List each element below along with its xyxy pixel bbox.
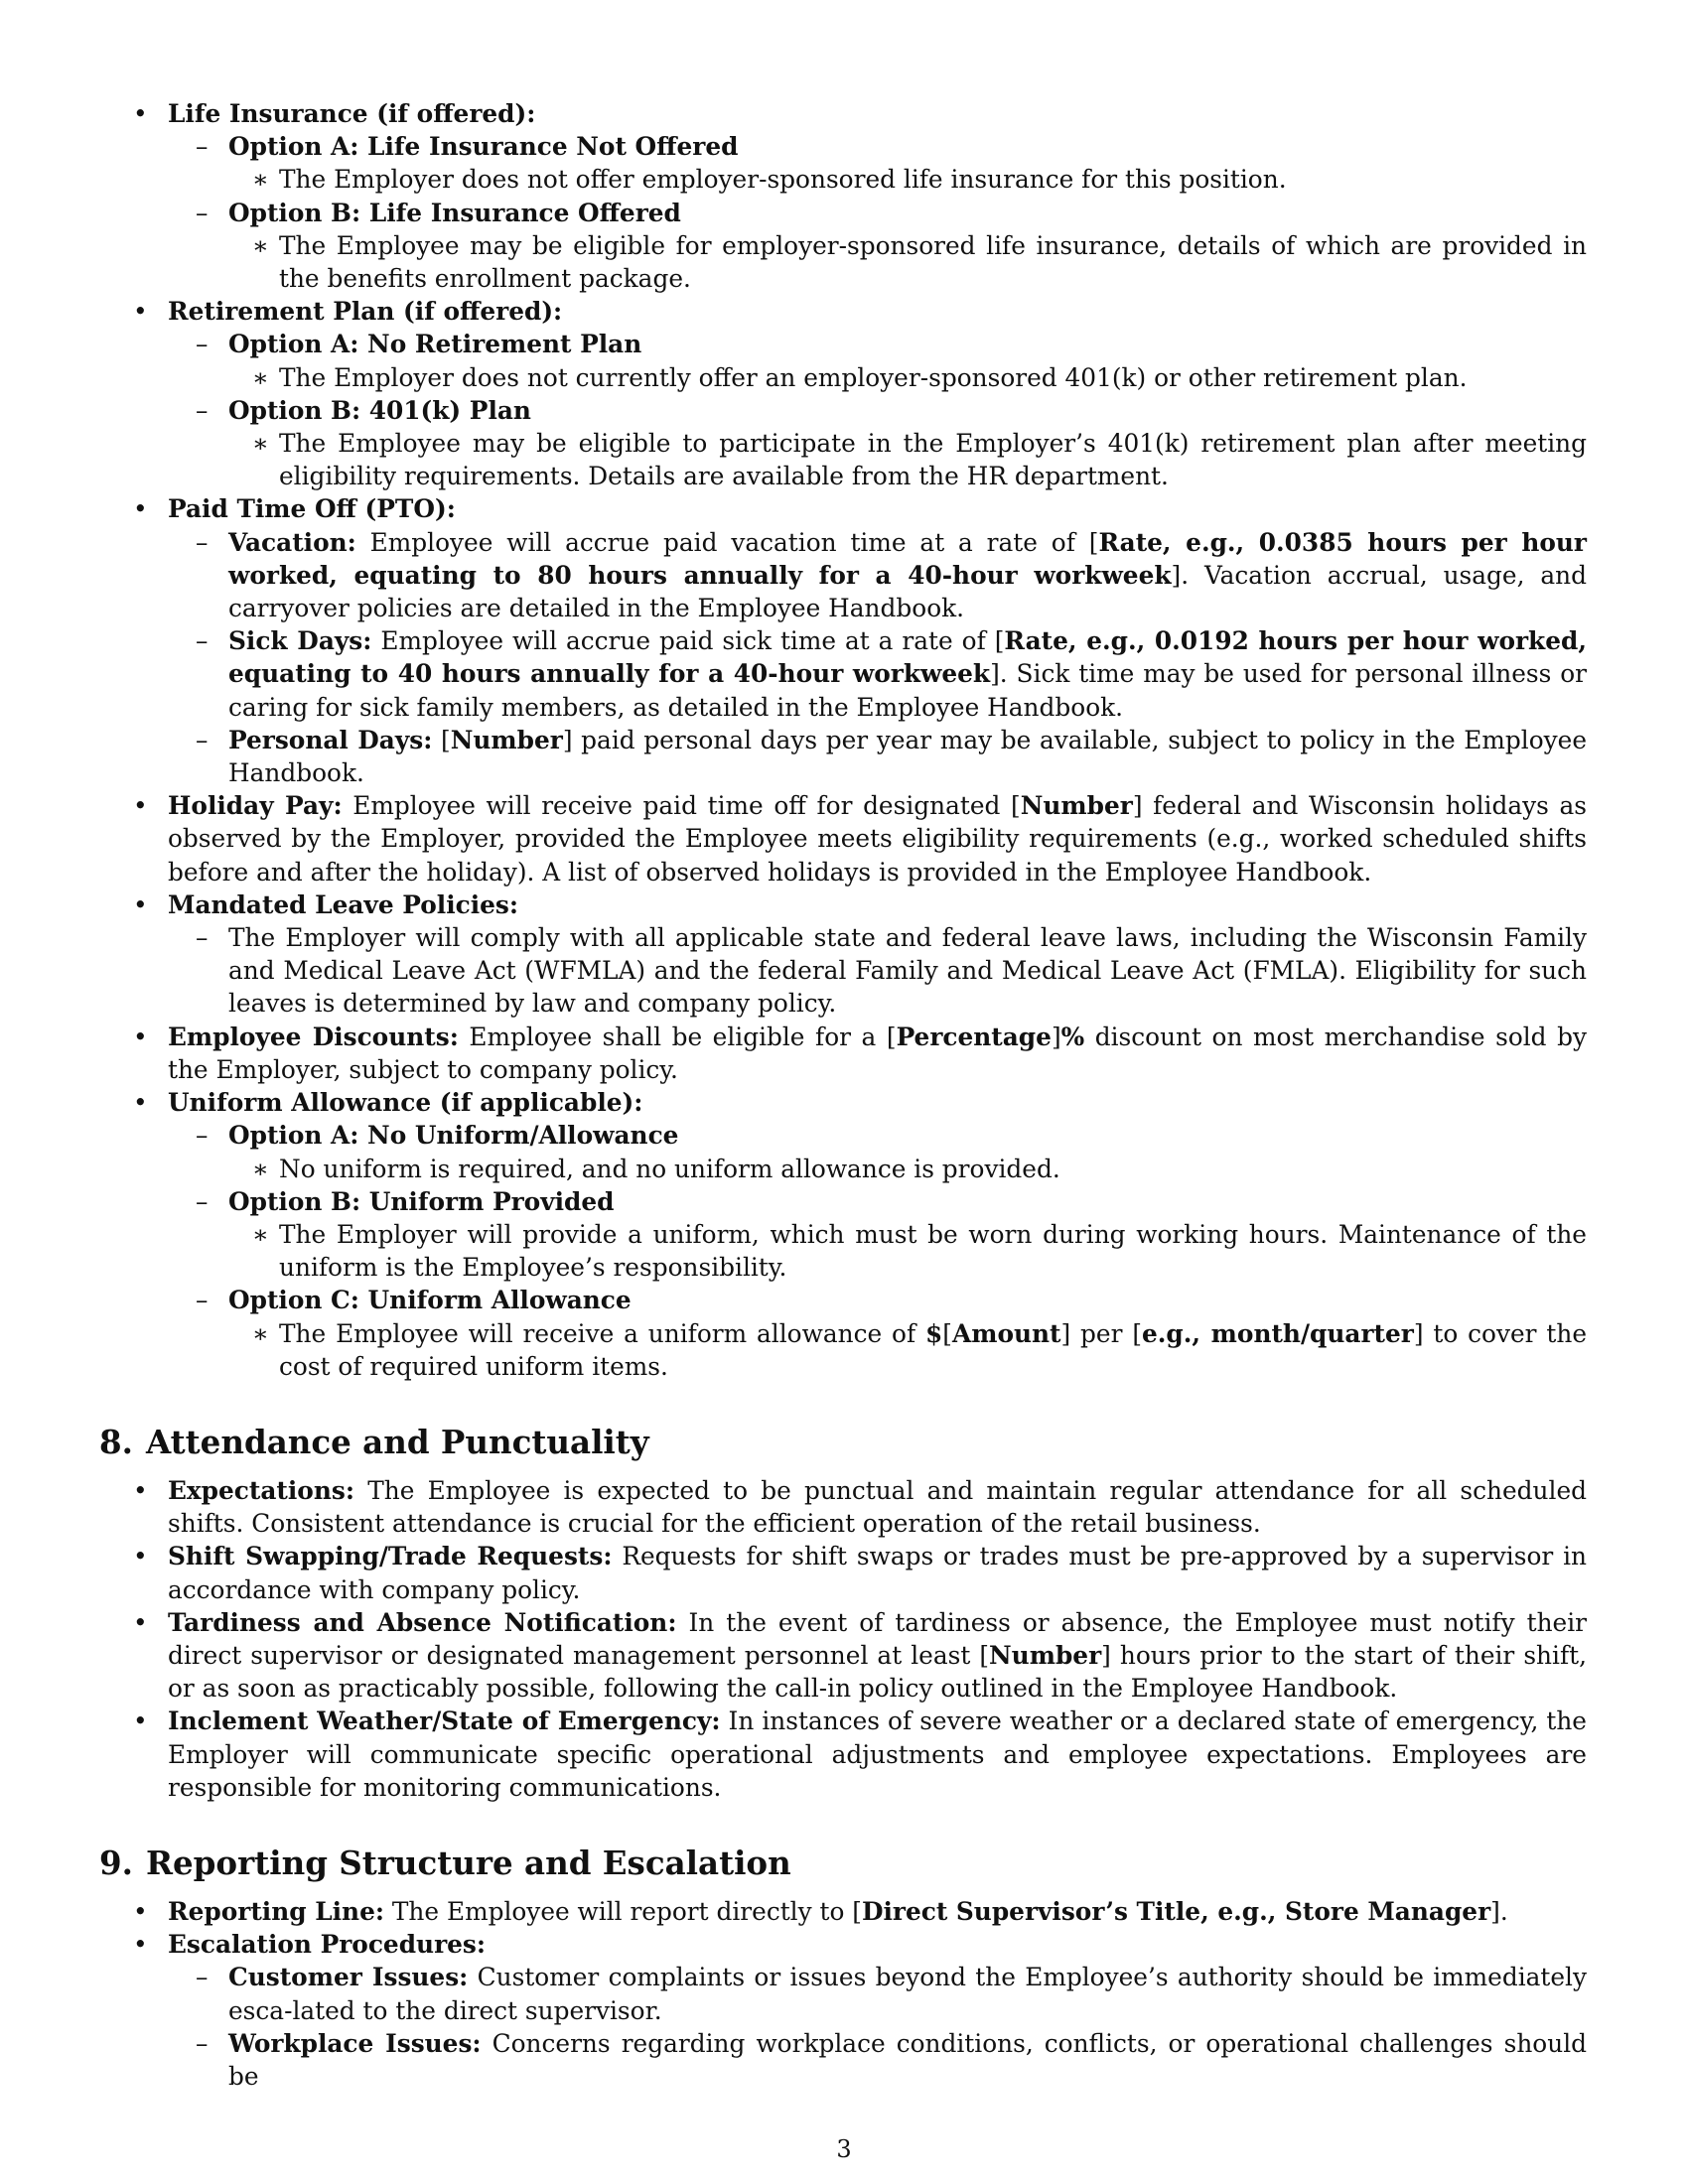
sub-item: – Option A: No Retirement Plan — [99, 328, 1587, 360]
sub-item: – Workplace Issues: Concerns regarding workplace conditions, conflicts, or operational challenges should be — [99, 2027, 1587, 2093]
sub-item: – Personal Days: [Number] paid personal days per year may be available, subject to policy in the Employee Handbook. — [99, 724, 1587, 789]
sub-item: – Customer Issues: Customer complaints or issues beyond the Employee’s authority should be immediately esca-lated to the direct supervisor. — [99, 1961, 1587, 2026]
bullet-item: • Employee Discounts: Employee shall be eligible for a [Percentage]% discount on most merchandise sold by the Employer, subject to company policy. — [99, 1021, 1587, 1086]
page-number: 3 — [836, 2135, 852, 2163]
sub-sub-item: ∗ No uniform is required, and no uniform allowance is provided. — [99, 1153, 1587, 1185]
sub-item: – Option A: No Uniform/Allowance — [99, 1119, 1587, 1152]
sub-item: – Option A: Life Insurance Not Offered — [99, 130, 1587, 163]
sub-item: – The Employer will comply with all applicable state and federal leave laws, including the Wisconsin Family and Medical Leave Act (WFMLA) and the federal Family and Medical Leave Act (FMLA). Eligibility for such leaves is determined by law and company policy. — [99, 921, 1587, 1021]
bullet-item: • Uniform Allowance (if applicable): — [99, 1086, 1587, 1119]
sub-item: – Sick Days: Employee will accrue paid sick time at a rate of [Rate, e.g., 0.0192 hours per hour worked, equating to 40 hours annually for a 40-hour workweek]. Sick time may be used for personal illness or caring for sick family members, as detailed in the Employee Handbook. — [99, 624, 1587, 724]
sub-sub-item: ∗ The Employer does not offer employer-sponsored life insurance for this position. — [99, 163, 1587, 196]
section-title: Attendance and Punctuality — [146, 1422, 649, 1461]
document-body — [99, 97, 1587, 2093]
bullet-item: • Life Insurance (if offered): — [99, 97, 1587, 130]
bullet-item: • Tardiness and Absence Notification: In the event of tardiness or absence, the Employee must notify their direct supervisor or designated management personnel at least [Number] hours prior to the start of their shift, or as soon as practicably possible, following the call-in policy outlined in the Employee Handbook. — [99, 1606, 1587, 1706]
bullet-item: • Retirement Plan (if offered): — [99, 295, 1587, 328]
sub-item: – Option B: Uniform Provided — [99, 1185, 1587, 1218]
sub-item: – Option B: 401(k) Plan — [99, 394, 1587, 427]
section-title: Reporting Structure and Escalation — [146, 1843, 791, 1882]
section-number: 8. — [99, 1422, 133, 1461]
sub-item: – Option C: Uniform Allowance — [99, 1284, 1587, 1316]
bullet-item: • Paid Time Off (PTO): — [99, 492, 1587, 525]
sub-sub-item: ∗ The Employee will receive a uniform allowance of $[Amount] per [e.g., month/quarter] to cover the cost of required uniform items. — [99, 1317, 1587, 1383]
section-number: 9. — [99, 1843, 133, 1882]
sub-item: – Vacation: Employee will accrue paid vacation time at a rate of [Rate, e.g., 0.0385 hours per hour worked, equating to 80 hours annually for a 40-hour workweek]. Vacation accrual, usage, and carryover policies are detailed in the Employee Handbook. — [99, 526, 1587, 625]
bullet-item: • Expectations: The Employee is expected to be punctual and maintain regular attendance for all scheduled shifts. Consistent attendance is crucial for the efficient operation of the retail business. — [99, 1474, 1587, 1540]
sub-sub-item: ∗ The Employee may be eligible to participate in the Employer’s 401(k) retirement plan after meeting eligibility requirements. Details are available from the HR department. — [99, 427, 1587, 492]
bullet-item: • Escalation Procedures: — [99, 1928, 1587, 1961]
sub-sub-item: ∗ The Employee may be eligible for employer-sponsored life insurance, details of which are provided in the benefits enrollment package. — [99, 229, 1587, 295]
bullet-item: • Shift Swapping/Trade Requests: Requests for shift swaps or trades must be pre-approved by a supervisor in accordance with company policy. — [99, 1540, 1587, 1605]
bullet-item: • Mandated Leave Policies: — [99, 888, 1587, 921]
sub-item: – Option B: Life Insurance Offered — [99, 197, 1587, 229]
bullet-item: • Holiday Pay: Employee will receive paid time off for designated [Number] federal and Wisconsin holidays as observed by the Employer, provided the Employee meets eligibility requirements (e.g., worked scheduled shifts before and after the holiday). A list of observed holidays is provided in the Employee Handbook. — [99, 789, 1587, 888]
bullet-item: • Inclement Weather/State of Emergency: In instances of severe weather or a declared state of emergency, the Employer will communicate specific operational adjustments and employee expectations. Employees are responsible for monitoring communications. — [99, 1705, 1587, 1804]
section-heading — [99, 1423, 1587, 1462]
section-heading — [99, 1843, 1587, 1883]
sub-sub-item: ∗ The Employer will provide a uniform, which must be worn during working hours. Maintenance of the uniform is the Employee’s responsibility. — [99, 1218, 1587, 1284]
sub-sub-item: ∗ The Employer does not currently offer an employer-sponsored 401(k) or other retirement plan. — [99, 361, 1587, 394]
bullet-item: • Reporting Line: The Employee will report directly to [Direct Supervisor’s Title, e.g., Store Manager]. — [99, 1895, 1587, 1928]
